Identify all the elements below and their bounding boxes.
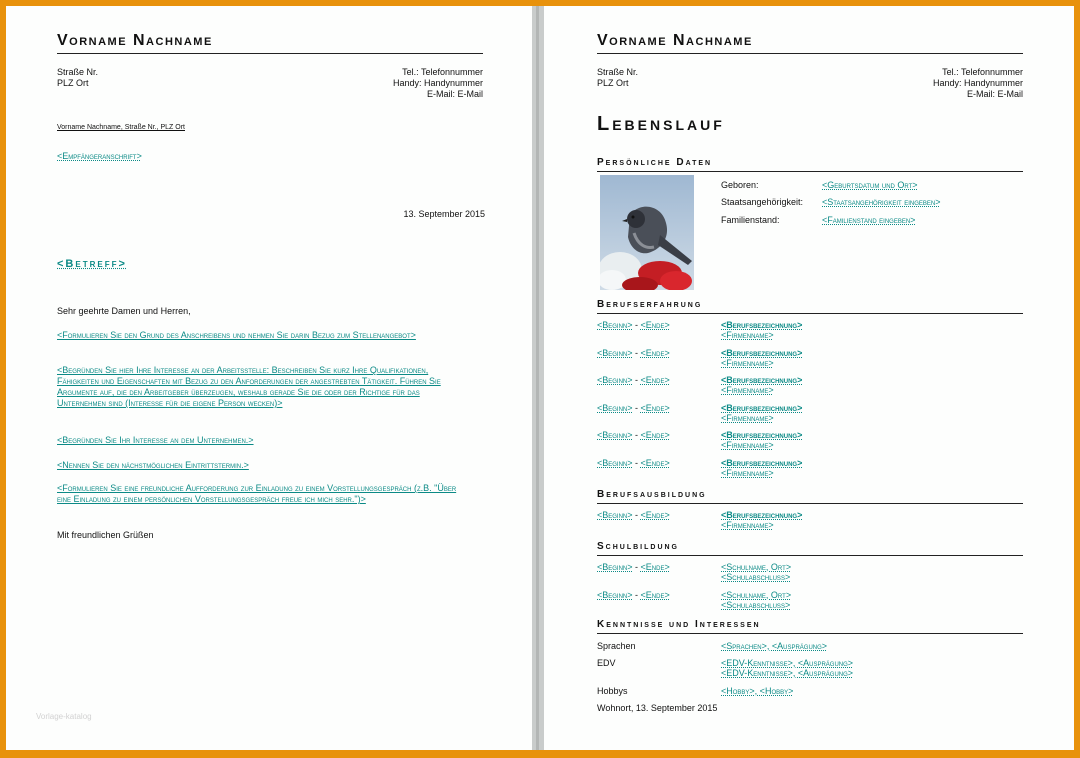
end-placeholder[interactable]: <Ende> [640, 562, 670, 572]
phone: Tel.: Telefonnummer [402, 67, 483, 77]
edv-label: EDV [597, 658, 616, 668]
school-details [721, 562, 791, 582]
letter-date: 13. September 2015 [403, 209, 485, 219]
cv-page [544, 6, 1074, 750]
mobile: Handy: Handynummer [392, 78, 483, 88]
end-placeholder[interactable]: <Ende> [640, 510, 670, 520]
begin-placeholder[interactable]: <Beginn> [597, 320, 633, 330]
section-rule [597, 313, 1023, 314]
company-placeholder[interactable]: <Firmenname> [721, 520, 774, 530]
company-placeholder[interactable]: <Firmenname> [721, 330, 774, 340]
end-placeholder[interactable]: <Ende> [640, 402, 670, 413]
cv-contact [823, 67, 1023, 100]
recipient-placeholder[interactable]: <Empfängeranschrift> [57, 151, 142, 161]
marital-value[interactable]: <Familienstand eingeben> [822, 215, 916, 225]
name-rule [597, 53, 1023, 54]
school-name-placeholder[interactable]: <Schulname, Ort> [721, 562, 792, 572]
experience-details [721, 430, 802, 450]
cv-address [597, 67, 638, 89]
city: PLZ Ort [57, 78, 89, 88]
languages-label: Sprachen [597, 641, 636, 651]
experience-details [721, 375, 802, 395]
begin-placeholder[interactable]: <Beginn> [597, 375, 633, 386]
page-gutter [532, 6, 544, 750]
street: Straße Nr. [597, 67, 639, 77]
experience-period [597, 348, 670, 358]
cover-letter-page [6, 6, 532, 750]
marital-label: Familienstand: [721, 215, 780, 225]
company-placeholder[interactable]: <Firmenname> [721, 385, 774, 396]
cv-title: Lebenslauf [597, 113, 725, 135]
nationality-label: Staatsangehörigkeit: [721, 197, 804, 207]
begin-placeholder[interactable]: <Beginn> [597, 590, 633, 600]
dash: - [632, 430, 641, 441]
cv-name: Vorname Nachname [597, 32, 753, 49]
place-date: Wohnort, 13. September 2015 [597, 703, 718, 713]
dash: - [632, 590, 641, 600]
dash: - [632, 510, 641, 520]
end-placeholder[interactable]: <Ende> [640, 458, 670, 468]
experience-period [597, 375, 670, 385]
end-placeholder[interactable]: <Ende> [640, 347, 670, 358]
letter-paragraph[interactable]: <Nennen Sie den nächstmöglichen Eintrittstermin.> [57, 460, 249, 470]
experience-details [721, 403, 802, 423]
section-rule [597, 503, 1023, 504]
dash: - [632, 562, 641, 572]
born-label: Geboren: [721, 180, 759, 190]
edv-value[interactable]: <EDV-Kenntnisse>, <Ausprägung> [721, 668, 854, 678]
edv-value[interactable]: <EDV-Kenntnisse>, <Ausprägung> [721, 658, 854, 668]
company-placeholder[interactable]: <Firmenname> [721, 412, 774, 423]
dash: - [632, 402, 641, 413]
end-placeholder[interactable]: <Ende> [640, 375, 670, 386]
letter-sender-name: Vorname Nachname [57, 32, 213, 49]
section-rule [597, 633, 1023, 634]
dash: - [632, 320, 641, 330]
section-heading: Schulbildung [597, 541, 679, 552]
email: E-Mail: E-Mail [966, 89, 1023, 99]
letter-paragraph[interactable]: <Begründen Sie hier Ihre Interesse an der Arbeitsstelle: Beschreiben Sie kurz Ihre Qualifikationen, Fähigkeiten und Eigenschaften mit Bezug zu den Anforderungen der angestrebten Tätigkeit. Führen Sie Argumente auf, die den Arbeitgeber überzeugen, weshalb gerade Sie die oder der Richtige für das Unternehmen sind (Interesse für die eigene Person wecken)> [57, 365, 441, 408]
dash: - [632, 347, 641, 358]
training-period [597, 510, 670, 520]
company-placeholder[interactable]: <Firmenname> [721, 468, 774, 478]
profile-photo [600, 175, 694, 290]
email: E-Mail: E-Mail [426, 89, 483, 99]
edv-values [721, 658, 853, 678]
section-heading: Kenntnisse und Interessen [597, 619, 761, 630]
experience-period [597, 430, 670, 440]
hobbys-label: Hobbys [597, 686, 628, 696]
city: PLZ Ort [597, 78, 629, 88]
company-placeholder[interactable]: <Firmenname> [721, 357, 774, 368]
begin-placeholder[interactable]: <Beginn> [597, 430, 633, 441]
subject-placeholder[interactable]: <Betreff> [57, 258, 127, 270]
experience-details [721, 458, 802, 478]
school-details [721, 590, 791, 610]
school-period [597, 562, 670, 572]
experience-details [721, 348, 802, 368]
hobbys-value[interactable]: <Hobby>, <Hobby> [721, 686, 794, 696]
letter-paragraph[interactable]: <Formulieren Sie den Grund des Anschreibens und nehmen Sie darin Bezug zum Stellenangebot> [57, 330, 416, 340]
school-period [597, 590, 670, 600]
experience-period [597, 320, 670, 330]
section-heading: Persönliche Daten [597, 157, 713, 168]
job-title-placeholder[interactable]: <Berufsbezeichnung> [721, 510, 803, 520]
degree-placeholder[interactable]: <Schulabschluss> [721, 572, 791, 582]
street: Straße Nr. [57, 67, 99, 77]
school-name-placeholder[interactable]: <Schulname, Ort> [721, 590, 792, 600]
job-title-placeholder[interactable]: <Berufsbezeichnung> [721, 458, 803, 468]
section-rule [597, 555, 1023, 556]
job-title-placeholder[interactable]: <Berufsbezeichnung> [721, 347, 803, 358]
end-placeholder[interactable]: <Ende> [640, 320, 670, 330]
letter-paragraph[interactable]: <Begründen Sie Ihr Interesse an dem Unternehmen.> [57, 435, 254, 445]
end-placeholder[interactable]: <Ende> [640, 430, 670, 441]
watermark: Vorlage-katalog [36, 712, 92, 721]
letter-paragraph[interactable]: <Formulieren Sie eine freundliche Aufforderung zur Einladung zu einem Vorstellungsgespräch (z.B. "Über eine Einladung zu einem persönlichen Vorstellungsgespräch freue ich mich sehr.")> [57, 483, 457, 504]
experience-period [597, 458, 670, 468]
name-rule [57, 53, 483, 54]
letter-contact [283, 67, 483, 100]
job-title-placeholder[interactable]: <Berufsbezeichnung> [721, 402, 803, 413]
dash: - [632, 375, 641, 386]
begin-placeholder[interactable]: <Beginn> [597, 402, 633, 413]
letter-address [57, 67, 98, 89]
job-title-placeholder[interactable]: <Berufsbezeichnung> [721, 375, 803, 386]
languages-value[interactable]: <Sprachen>, <Ausprägung> [721, 641, 828, 651]
training-details [721, 510, 802, 530]
begin-placeholder[interactable]: <Beginn> [597, 458, 633, 468]
sender-return-line: Vorname Nachname, Straße Nr., PLZ Ort [57, 124, 185, 131]
end-placeholder[interactable]: <Ende> [640, 590, 670, 600]
born-value[interactable]: <Geburtsdatum und Ort> [822, 180, 918, 190]
experience-details [721, 320, 802, 340]
begin-placeholder[interactable]: <Beginn> [597, 510, 633, 520]
company-placeholder[interactable]: <Firmenname> [721, 440, 774, 451]
phone: Tel.: Telefonnummer [942, 67, 1023, 77]
experience-period [597, 403, 670, 413]
degree-placeholder[interactable]: <Schulabschluss> [721, 600, 791, 610]
job-title-placeholder[interactable]: <Berufsbezeichnung> [721, 320, 803, 330]
section-heading: Berufsausbildung [597, 489, 707, 500]
mobile: Handy: Handynummer [932, 78, 1023, 88]
begin-placeholder[interactable]: <Beginn> [597, 562, 633, 572]
dash: - [632, 458, 641, 468]
section-rule [597, 171, 1023, 172]
closing: Mit freundlichen Grüßen [57, 530, 154, 540]
salutation: Sehr geehrte Damen und Herren, [57, 306, 191, 316]
section-heading: Berufserfahrung [597, 299, 703, 310]
begin-placeholder[interactable]: <Beginn> [597, 347, 633, 358]
nationality-value[interactable]: <Staatsangehörigkeit eingeben> [822, 197, 941, 207]
job-title-placeholder[interactable]: <Berufsbezeichnung> [721, 430, 803, 441]
